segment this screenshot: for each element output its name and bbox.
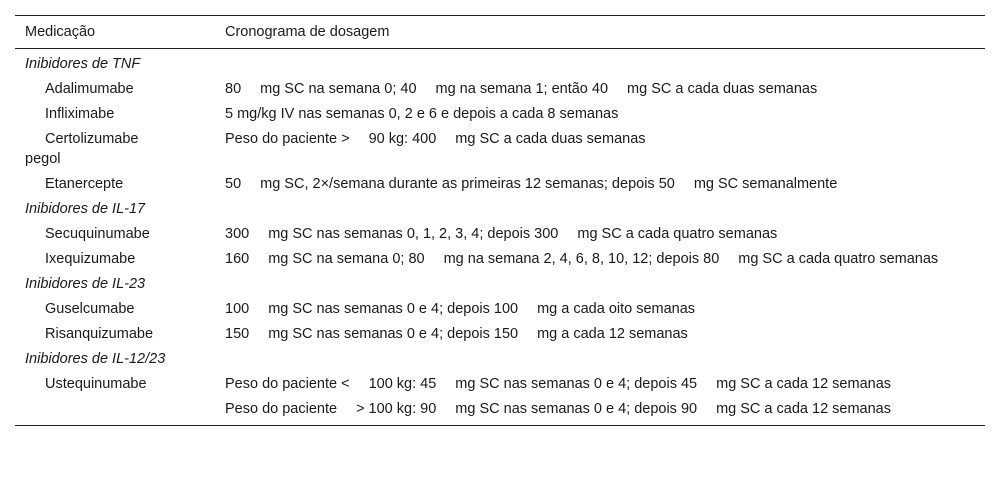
header-dosing-schedule: Cronograma de dosagem [225,24,390,40]
dose-segment: Peso do paciente < [225,376,350,392]
group-row [15,197,985,222]
dose-segment: 160 [225,251,250,267]
drug-name: Adalimumabe [45,81,134,97]
dose-schedule-cell [225,322,985,347]
drug-name: Guselcumabe [45,301,135,317]
header-medication: Medicação [25,24,96,40]
dose-segment: mg SC nas semanas 0 e 4; depois 150 [268,326,519,342]
group-row [15,347,985,372]
drug-name-cell [15,247,225,272]
dose-segment: mg SC a cada duas semanas [627,81,818,97]
dose-segment: mg a cada oito semanas [537,301,696,317]
dose-schedule-cell [225,372,985,397]
table-header-row [15,16,985,49]
dose-segment: mg SC semanalmente [693,176,838,192]
dose-segment: mg SC na semana 0; 80 [268,251,425,267]
table-row [15,322,985,347]
table-row [15,247,985,272]
table-row [15,372,985,397]
dose-segment: 100 [225,301,250,317]
dose-segment: mg SC a cada 12 semanas [716,401,891,417]
dose-schedule-cell [225,247,985,272]
dose-segment: mg SC nas semanas 0 e 4; depois 100 [268,301,519,317]
dose-schedule-cell [225,102,985,127]
dose-schedule-cell [225,397,985,426]
dose-segment: Peso do paciente [225,401,338,417]
dose-segment: > 100 kg: 90 [356,401,437,417]
group-row [15,49,985,77]
drug-name: Infliximabe [45,106,115,122]
drug-name-cell [15,77,225,102]
dose-segment: 80 [225,81,242,97]
dose-segment: mg SC nas semanas 0 e 4; depois 45 [455,376,698,392]
drug-name-cell [15,397,225,426]
drug-name-cell [15,297,225,322]
dose-segment: 5 mg/kg IV nas semanas 0, 2 e 6 e depois a cada 8 semanas [225,106,619,122]
dose-segment: mg SC nas semanas 0 e 4; depois 90 [455,401,698,417]
drug-name-cell [15,127,225,172]
dosing-table-container [15,15,985,426]
drug-name: Certolizumabe [45,131,139,147]
table-row [15,222,985,247]
dose-segment: Peso do paciente > [225,131,350,147]
dose-schedule-cell [225,297,985,322]
dosing-table [15,15,985,426]
group-title: Inibidores de IL-23 [25,276,146,292]
group-row [15,272,985,297]
drug-name: Secuquinumabe [45,226,150,242]
drug-name: Risanquizumabe [45,326,154,342]
dose-segment: mg SC nas semanas 0, 1, 2, 3, 4; depois 300 [268,226,559,242]
table-row [15,172,985,197]
drug-name: Ixequizumabe [45,251,136,267]
dose-segment: mg SC, 2×/semana durante as primeiras 12 semanas; depois 50 [260,176,675,192]
drug-name: Ustequinumabe [45,376,147,392]
dose-segment: mg SC na semana 0; 40 [260,81,417,97]
group-title: Inibidores de IL-12/23 [25,351,166,367]
drug-name-continued: pegol [25,151,61,167]
dose-segment: mg SC a cada duas semanas [455,131,646,147]
dose-segment: mg SC a cada 12 semanas [716,376,892,392]
dose-schedule-cell [225,172,985,197]
dose-segment: mg a cada 12 semanas [537,326,688,342]
group-title: Inibidores de TNF [25,56,141,72]
table-row [15,297,985,322]
dose-schedule-cell [225,127,985,172]
dose-segment: 50 [225,176,242,192]
drug-name-cell [15,222,225,247]
group-title: Inibidores de IL-17 [25,201,146,217]
drug-name-cell [15,372,225,397]
table-body [15,49,985,426]
dose-segment: 100 kg: 45 [368,376,437,392]
drug-name-cell [15,172,225,197]
table-row [15,397,985,426]
drug-name-cell [15,102,225,127]
drug-name-cell [15,322,225,347]
dose-schedule-cell [225,77,985,102]
dose-segment: 150 [225,326,250,342]
dose-segment: 90 kg: 400 [368,131,437,147]
dose-segment: mg SC a cada quatro semanas [577,226,778,242]
drug-name: Etanercepte [45,176,124,192]
dose-schedule-cell [225,222,985,247]
dose-segment: 300 [225,226,250,242]
table-row [15,102,985,127]
table-row [15,127,985,172]
table-row [15,77,985,102]
dose-segment: mg na semana 1; então 40 [435,81,609,97]
dose-segment: mg SC a cada quatro semanas [738,251,939,267]
dose-segment: mg na semana 2, 4, 6, 8, 10, 12; depois 80 [443,251,720,267]
